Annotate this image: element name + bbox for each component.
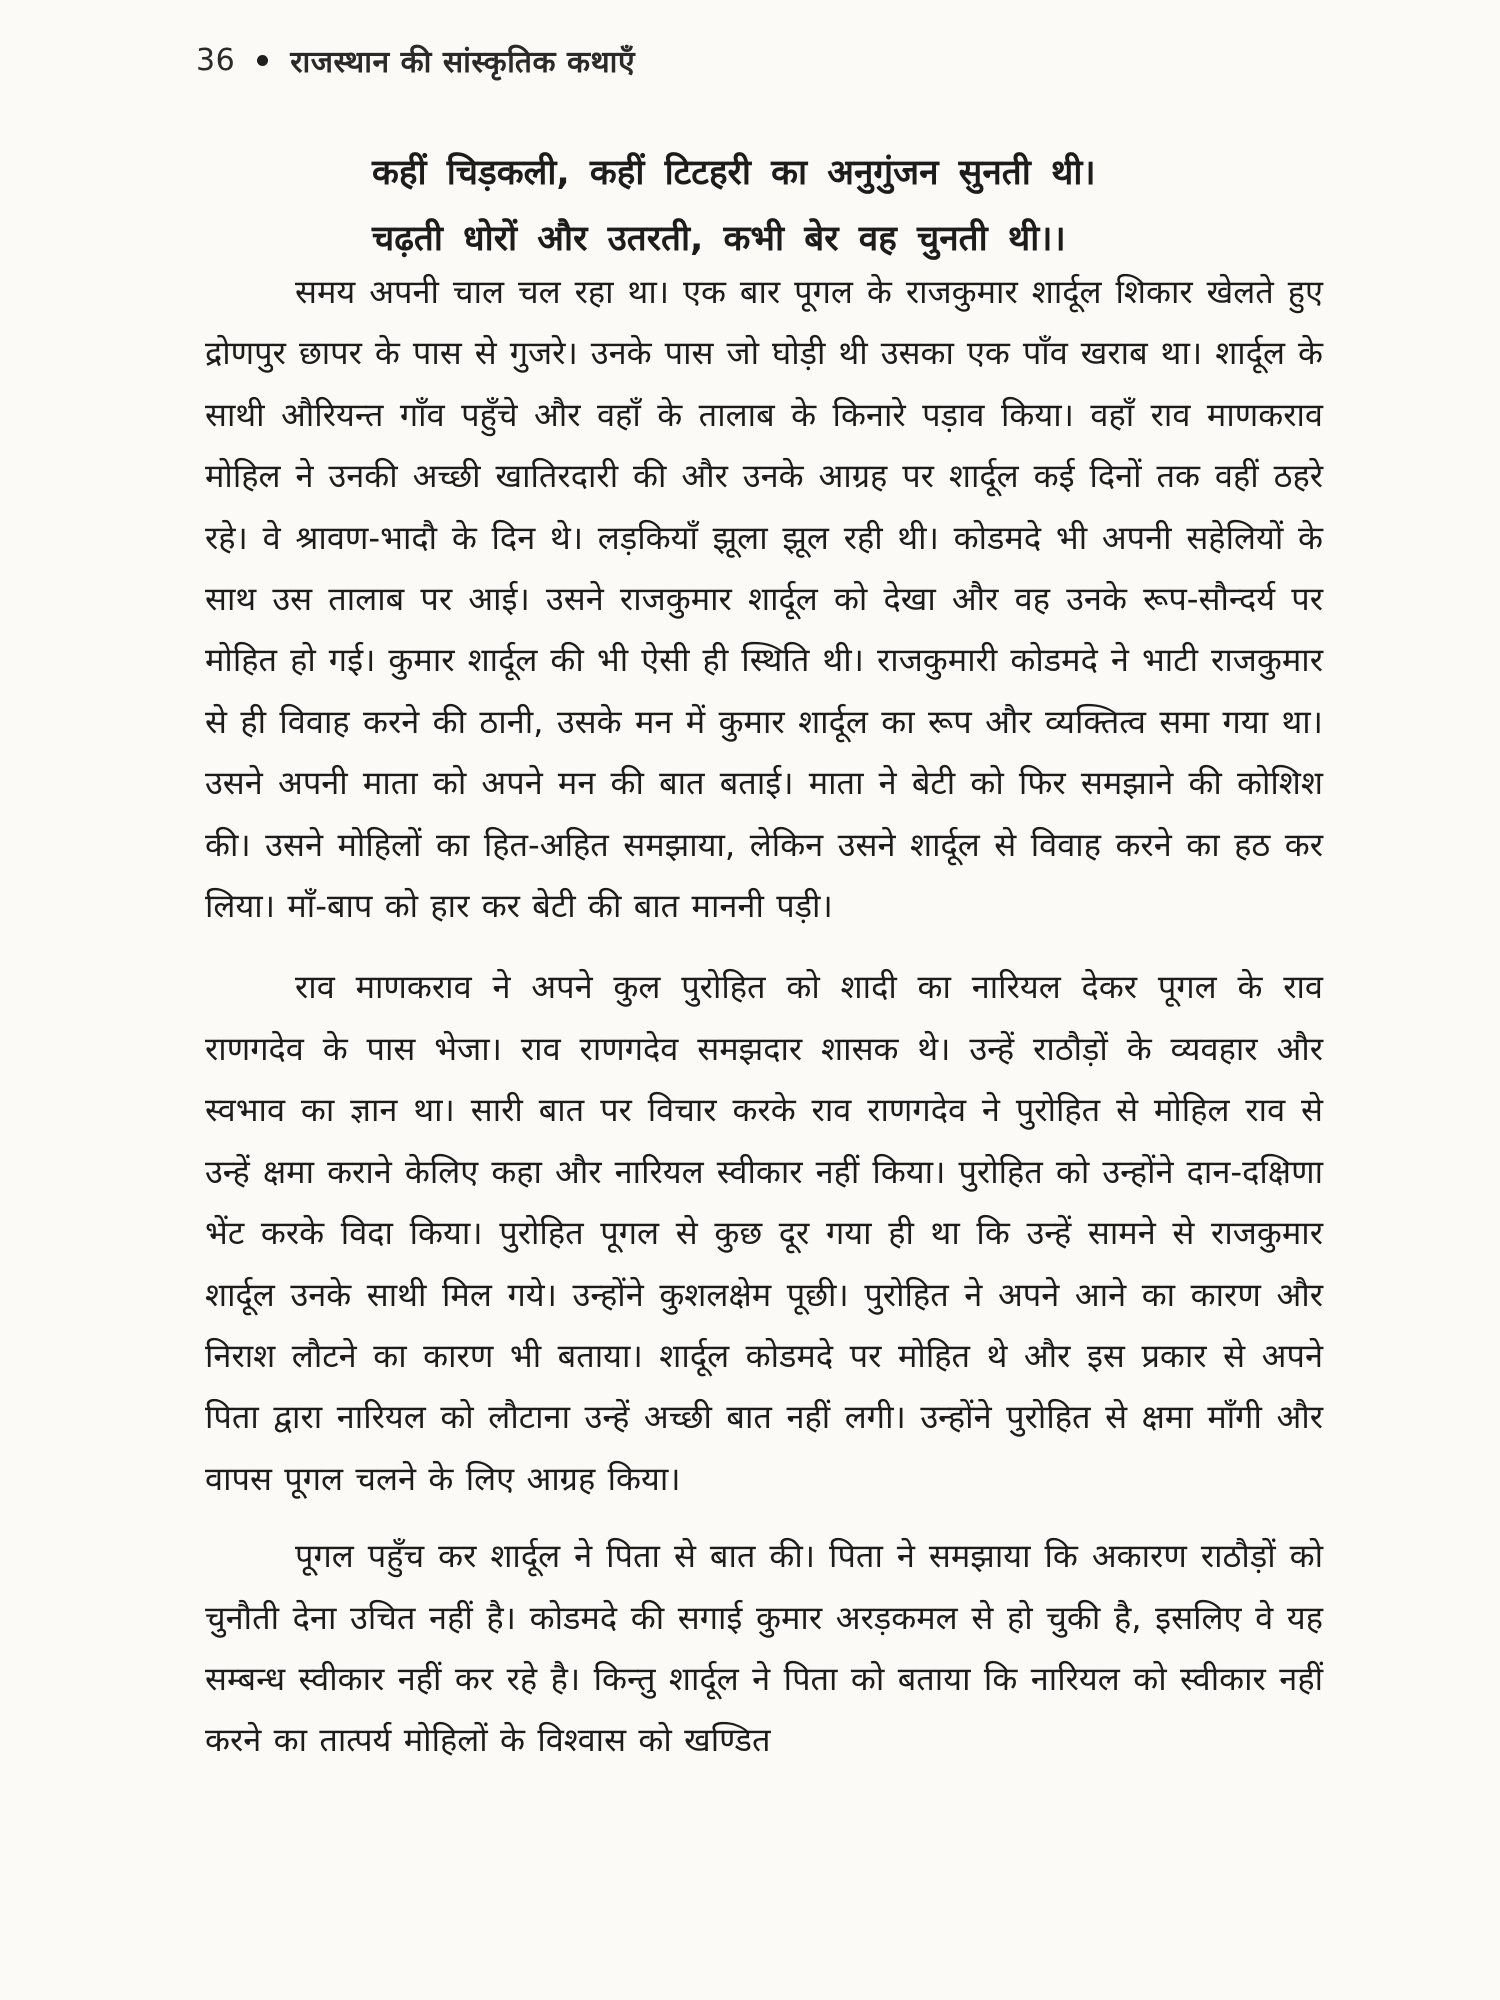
body-text xyxy=(205,262,1323,1788)
paragraph-3: पूगल पहुँच कर शार्दूल ने पिता से बात की। पिता ने समझाया कि अकारण राठौड़ों को चुनौती देना उचित नहीं है। कोडमदे की सगाई कुमार अरड़कमल से हो चुकी है, इसलिए वे यह सम्बन्ध स्वीकार नहीं कर रहे है। किन्तु शार्दूल ने पिता को बताया कि नारियल को स्वीकार नहीं करने का तात्पर्य मोहिलों के विश्वास को खण्डित xyxy=(205,1537,1323,1760)
bullet-separator xyxy=(257,55,268,66)
paragraph-2: राव माणकराव ने अपने कुल पुरोहित को शादी का नारियल देकर पूगल के राव राणगदेव के पास भेजा। राव राणगदेव समझदार शासक थे। उन्हें राठौड़ों के व्यवहार और स्वभाव का ज्ञान था। सारी बात पर विचार करके राव राणगदेव ने पुरोहित से मोहिल राव से उन्हें क्षमा कराने केलिए कहा और नारियल स्वीकार नहीं किया। पुरोहित को उन्होंने दान-दक्षिणा भेंट करके विदा किया। पुरोहित पूगल से कुछ दूर गया ही था कि उन्हें सामने से राजकुमार शार्दूल उनके साथी मिल गये। उन्होंने कुशलक्षेम पूछी। पुरोहित ने अपने आने का कारण और निराश लौटने का कारण भी बताया। शार्दूल कोडमदे पर मोहित थे और इस प्रकार से अपने पिता द्वारा नारियल को लौटाना उन्हें अच्छी बात नहीं लगी। उन्होंने पुरोहित से क्षमा माँगी और वापस पूगल चलने के लिए आग्रह किया। xyxy=(205,968,1323,1498)
verse-line-2: चढ़ती धोरों और उतरती, कभी बेर वह चुनती थी।। xyxy=(372,219,1066,259)
paragraph-1: समय अपनी चाल चल रहा था। एक बार पूगल के राजकुमार शार्दूल शिकार खेलते हुए द्रोणपुर छापर के पास से गुजरे। उनके पास जो घोड़ी थी उसका एक पाँव खराब था। शार्दूल के साथी औरियन्त गाँव पहुँचे और वहाँ के तालाब के किनारे पड़ाव किया। वहाँ राव माणकराव मोहिल ने उनकी अच्छी खातिरदारी की और उनके आग्रह पर शार्दूल कई दिनों तक वहीं ठहरे रहे। वे श्रावण-भादौ के दिन थे। लड़कियाँ झूला झूल रही थी। कोडमदे भी अपनी सहेलियों के साथ उस तालाब पर आई। उसने राजकुमार शार्दूल को देखा और वह उनके रूप-सौन्दर्य पर मोहित हो गई। कुमार शार्दूल की भी ऐसी ही स्थिति थी। राजकुमारी कोडमदे ने भाटी राजकुमार से ही विवाह करने की ठानी, उसके मन में कुमार शार्दूल का रूप और व्यक्तित्व समा गया था। उसने अपनी माता को अपने मन की बात बताई। माता ने बेटी को फिर समझाने की कोशिश की। उसने मोहिलों का हित-अहित समझाया, लेकिन उसने शार्दूल से विवाह करने का हठ कर लिया। माँ-बाप को हार कर बेटी की बात माननी पड़ी। xyxy=(205,273,1323,926)
running-header xyxy=(196,40,635,81)
verse-line-1: कहीं चिड़कली, कहीं टिटहरी का अनुगुंजन सुनती थी। xyxy=(372,153,1096,193)
page-number: 36 xyxy=(196,43,236,78)
verse-block xyxy=(372,140,1352,272)
book-title: राजस्थान की सांस्कृतिक कथाएँ xyxy=(290,45,636,80)
